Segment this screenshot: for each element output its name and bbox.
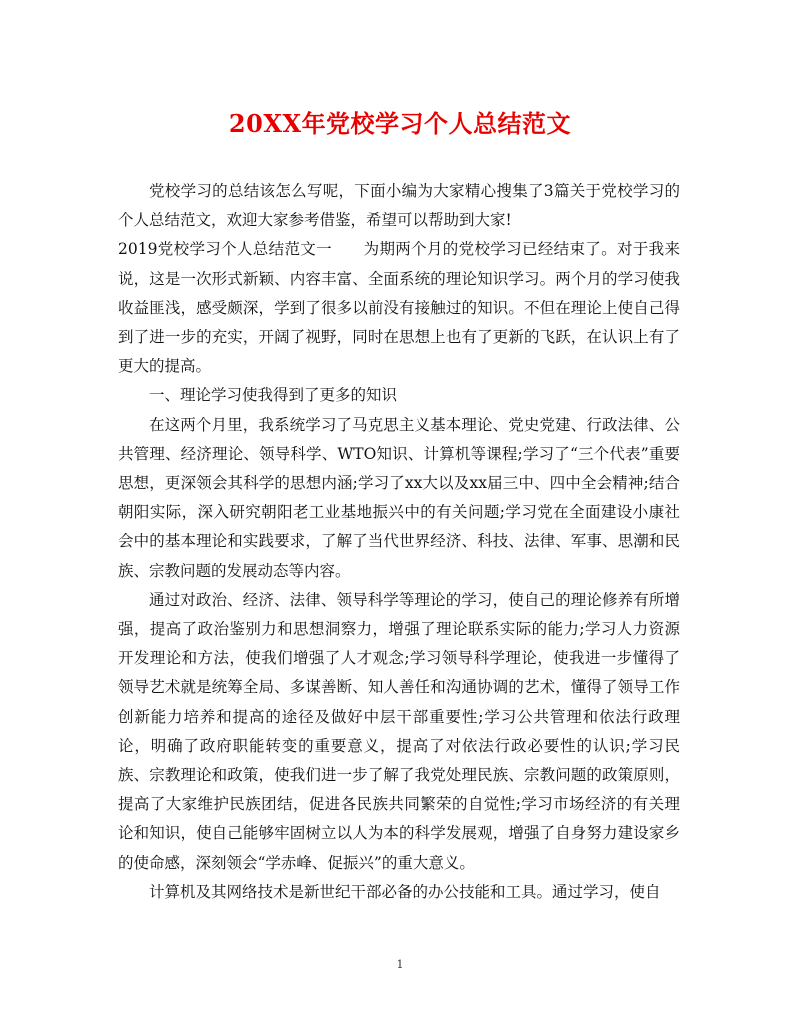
paragraph-theory-benefits: 通过对政治、经济、法律、领导科学等理论的学习，使自己的理论修养有所增强，提高了政治鉴别力和思想洞察力，增强了理论联系实际的能力;学习人力资源开发理论和方法，使我们增强了人才观念;学习领导科学理论，使我进一步懂得了领导艺术就是统筹全局、多谋善断、知人善任和沟通协调的艺术，懂得了领导工作创新能力培养和提高的途径及做好中层干部重要性;学习公共管理和依法行政理论，明确了政府职能转变的重要意义，提高了对依法行政必要性的认识;学习民族、宗教理论和政策，使我们进一步了解了我党处理民族、宗教问题的政策原则，提高了大家维护民族团结，促进各民族共同繁荣的自觉性;学习市场经济的有关理论和知识，使自己能够牢固树立以人为本的科学发展观，增强了自身努力建设家乡的使命感，深刻领会“学赤峰、促振兴”的重大意义。	[118, 590, 680, 872]
document-title: 20XX年党校学习个人总结范文	[228, 109, 572, 138]
document-body	[118, 177, 680, 907]
paragraph-intro: 党校学习的总结该怎么写呢，下面小编为大家精心搜集了3篇关于党校学习的个人总结范文，欢迎大家参考借鉴，希望可以帮助到大家!	[118, 182, 680, 230]
paragraph-computer-skills: 计算机及其网络技术是新世纪干部必备的办公技能和工具。通过学习，使自	[149, 882, 661, 901]
section-heading-theory-study: 一、理论学习使我得到了更多的知识	[149, 386, 398, 405]
paragraph-course-content: 在这两个月里，我系统学习了马克思主义基本理论、党史党建、行政法律、公共管理、经济理论、领导科学、WTO知识、计算机等课程;学习了“三个代表”重要思想，更深领会其科学的思想内涵;学习了xx大以及xx届三中、四中全会精神;结合朝阳实际，深入研究朝阳老工业基地振兴中的有关问题;学习党在全面建设小康社会中的基本理论和实践要求，了解了当代世界经济、科技、法律、军事、思潮和民族、宗教问题的发展动态等内容。	[118, 415, 680, 580]
page-number: 1	[396, 958, 404, 971]
paragraph-essay-one-opening: 2019党校学习个人总结范文一 为期两个月的党校学习已经结束了。对于我来说，这是一次形式新颖、内容丰富、全面系统的理论知识学习。两个月的学习使我收益匪浅，感受颇深，学到了很多以前没有接触过的知识。不但在理论上使自己得到了进一步的充实，开阔了视野，同时在思想上也有了更新的飞跃，在认识上有了更大的提高。	[118, 240, 680, 376]
